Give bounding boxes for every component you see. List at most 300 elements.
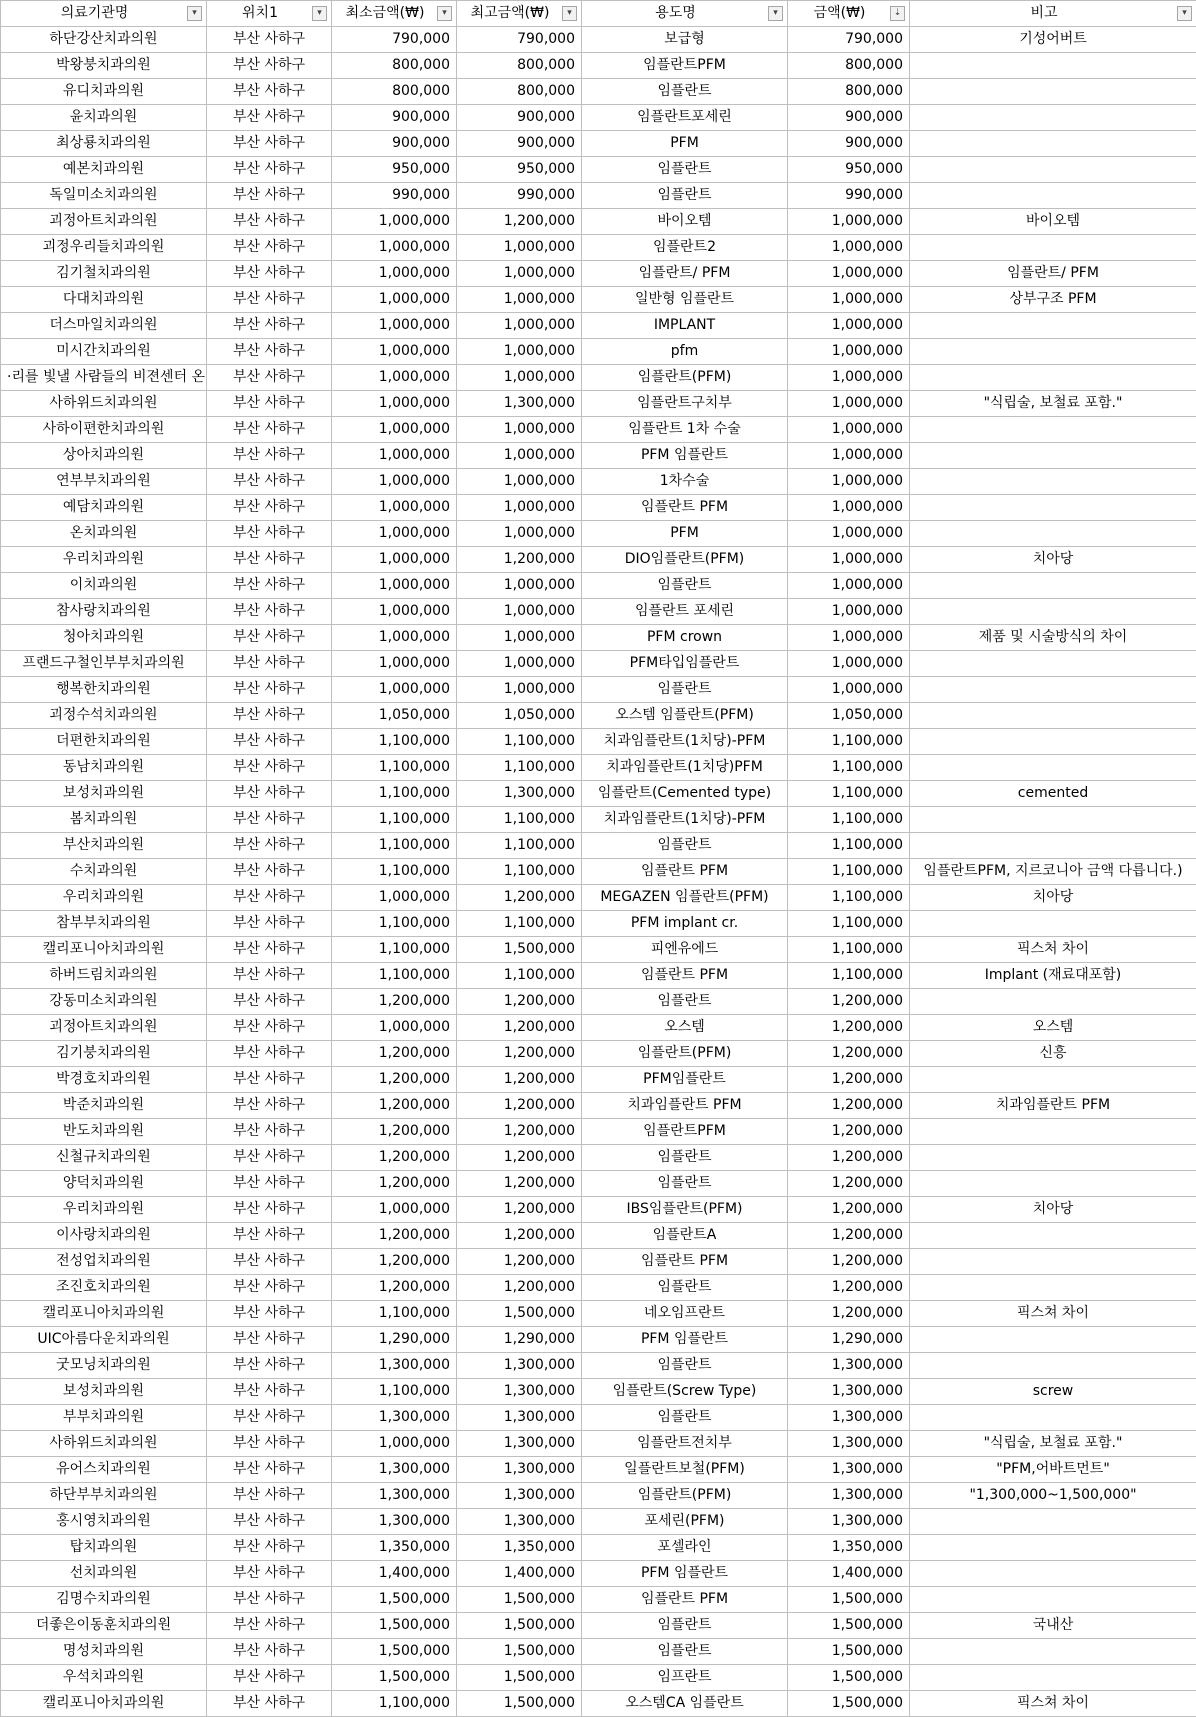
cell-note[interactable]	[910, 807, 1196, 833]
cell-institution[interactable]: 예본치과의원	[1, 157, 207, 183]
cell-location[interactable]: 부산 사하구	[207, 781, 332, 807]
cell-institution[interactable]: 신철규치과의원	[1, 1145, 207, 1171]
cell-price[interactable]: 1,200,000	[788, 1171, 910, 1197]
header-min-price[interactable]	[332, 1, 457, 27]
cell-min-price[interactable]: 1,000,000	[332, 677, 457, 703]
cell-institution[interactable]: 박준치과의원	[1, 1093, 207, 1119]
cell-max-price[interactable]: 1,200,000	[457, 989, 582, 1015]
cell-note[interactable]	[910, 1171, 1196, 1197]
header-institution[interactable]	[1, 1, 207, 27]
cell-price[interactable]: 1,200,000	[788, 1249, 910, 1275]
cell-institution[interactable]: 상아치과의원	[1, 443, 207, 469]
cell-min-price[interactable]: 1,000,000	[332, 651, 457, 677]
cell-usage[interactable]: 치과임플란트 PFM	[582, 1093, 788, 1119]
cell-price[interactable]: 1,300,000	[788, 1457, 910, 1483]
cell-note[interactable]	[910, 729, 1196, 755]
cell-max-price[interactable]: 1,400,000	[457, 1561, 582, 1587]
cell-institution[interactable]: 캘리포니아치과의원	[1, 1691, 207, 1717]
cell-note[interactable]	[910, 599, 1196, 625]
cell-note[interactable]	[910, 1639, 1196, 1665]
cell-institution[interactable]: 수치과의원	[1, 859, 207, 885]
cell-institution[interactable]: 하버드림치과의원	[1, 963, 207, 989]
cell-note[interactable]	[910, 1249, 1196, 1275]
cell-location[interactable]: 부산 사하구	[207, 157, 332, 183]
cell-note[interactable]	[910, 989, 1196, 1015]
cell-institution[interactable]: 프랜드구철인부부치과의원	[1, 651, 207, 677]
cell-price[interactable]: 1,000,000	[788, 469, 910, 495]
cell-min-price[interactable]: 1,100,000	[332, 1301, 457, 1327]
cell-institution[interactable]: 우리치과의원	[1, 1197, 207, 1223]
cell-price[interactable]: 1,000,000	[788, 495, 910, 521]
cell-note[interactable]	[910, 1509, 1196, 1535]
cell-note[interactable]	[910, 495, 1196, 521]
cell-price[interactable]: 1,100,000	[788, 963, 910, 989]
cell-max-price[interactable]: 1,200,000	[457, 1275, 582, 1301]
cell-note[interactable]	[910, 1119, 1196, 1145]
cell-max-price[interactable]: 1,000,000	[457, 495, 582, 521]
cell-price[interactable]: 1,500,000	[788, 1613, 910, 1639]
cell-min-price[interactable]: 1,100,000	[332, 781, 457, 807]
cell-min-price[interactable]: 1,000,000	[332, 235, 457, 261]
cell-max-price[interactable]: 1,100,000	[457, 755, 582, 781]
cell-location[interactable]: 부산 사하구	[207, 183, 332, 209]
cell-price[interactable]: 900,000	[788, 131, 910, 157]
cell-note[interactable]: 치아당	[910, 547, 1196, 573]
cell-min-price[interactable]: 1,300,000	[332, 1457, 457, 1483]
cell-max-price[interactable]: 1,500,000	[457, 1587, 582, 1613]
cell-usage[interactable]: 포세린(PFM)	[582, 1509, 788, 1535]
cell-min-price[interactable]: 1,200,000	[332, 1093, 457, 1119]
cell-usage[interactable]: PFM crown	[582, 625, 788, 651]
cell-institution[interactable]: UIC아름다운치과의원	[1, 1327, 207, 1353]
cell-max-price[interactable]: 1,200,000	[457, 1171, 582, 1197]
cell-price[interactable]: 1,200,000	[788, 1067, 910, 1093]
cell-max-price[interactable]: 1,200,000	[457, 1041, 582, 1067]
cell-price[interactable]: 1,000,000	[788, 651, 910, 677]
cell-usage[interactable]: 임플란트	[582, 677, 788, 703]
cell-min-price[interactable]: 1,000,000	[332, 339, 457, 365]
filter-dropdown-icon[interactable]: ▾	[768, 6, 783, 21]
cell-min-price[interactable]: 1,200,000	[332, 1275, 457, 1301]
cell-max-price[interactable]: 1,300,000	[457, 1509, 582, 1535]
cell-note[interactable]	[910, 1405, 1196, 1431]
cell-note[interactable]: 치아당	[910, 1197, 1196, 1223]
cell-usage[interactable]: 임플란트	[582, 989, 788, 1015]
cell-min-price[interactable]: 1,500,000	[332, 1639, 457, 1665]
cell-institution[interactable]: 미시간치과의원	[1, 339, 207, 365]
cell-price[interactable]: 1,000,000	[788, 235, 910, 261]
cell-location[interactable]: 부산 사하구	[207, 599, 332, 625]
cell-note[interactable]	[910, 1535, 1196, 1561]
cell-price[interactable]: 1,100,000	[788, 911, 910, 937]
cell-max-price[interactable]: 1,500,000	[457, 1665, 582, 1691]
cell-note[interactable]	[910, 1353, 1196, 1379]
cell-note[interactable]	[910, 1327, 1196, 1353]
cell-usage[interactable]: 임플란트	[582, 1613, 788, 1639]
cell-institution[interactable]: 유디치과의원	[1, 79, 207, 105]
cell-usage[interactable]: 1차수술	[582, 469, 788, 495]
cell-price[interactable]: 1,500,000	[788, 1691, 910, 1717]
cell-price[interactable]: 1,200,000	[788, 1197, 910, 1223]
cell-note[interactable]	[910, 677, 1196, 703]
cell-usage[interactable]: 임플란트	[582, 1275, 788, 1301]
cell-note[interactable]	[910, 105, 1196, 131]
cell-max-price[interactable]: 1,050,000	[457, 703, 582, 729]
cell-usage[interactable]: 피엔유에드	[582, 937, 788, 963]
cell-note[interactable]	[910, 53, 1196, 79]
cell-usage[interactable]: 임플란트	[582, 1171, 788, 1197]
cell-max-price[interactable]: 1,300,000	[457, 1431, 582, 1457]
cell-institution[interactable]: 예담치과의원	[1, 495, 207, 521]
cell-price[interactable]: 1,100,000	[788, 859, 910, 885]
cell-location[interactable]: 부산 사하구	[207, 859, 332, 885]
cell-location[interactable]: 부산 사하구	[207, 573, 332, 599]
cell-max-price[interactable]: 1,350,000	[457, 1535, 582, 1561]
cell-max-price[interactable]: 1,300,000	[457, 1353, 582, 1379]
cell-max-price[interactable]: 1,100,000	[457, 911, 582, 937]
cell-price[interactable]: 1,000,000	[788, 547, 910, 573]
cell-institution[interactable]: 반도치과의원	[1, 1119, 207, 1145]
cell-institution[interactable]: 강동미소치과의원	[1, 989, 207, 1015]
cell-institution[interactable]: 김기붕치과의원	[1, 1041, 207, 1067]
cell-location[interactable]: 부산 사하구	[207, 1119, 332, 1145]
cell-min-price[interactable]: 1,100,000	[332, 1379, 457, 1405]
cell-institution[interactable]: 이치과의원	[1, 573, 207, 599]
cell-location[interactable]: 부산 사하구	[207, 1249, 332, 1275]
cell-usage[interactable]: pfm	[582, 339, 788, 365]
cell-institution[interactable]: 윤치과의원	[1, 105, 207, 131]
cell-note[interactable]	[910, 1665, 1196, 1691]
cell-max-price[interactable]: 1,200,000	[457, 1015, 582, 1041]
cell-usage[interactable]: 임플란트 PFM	[582, 495, 788, 521]
cell-institution[interactable]: 우리치과의원	[1, 547, 207, 573]
cell-note[interactable]	[910, 365, 1196, 391]
cell-min-price[interactable]: 1,000,000	[332, 209, 457, 235]
cell-min-price[interactable]: 900,000	[332, 131, 457, 157]
cell-institution[interactable]: 전성업치과의원	[1, 1249, 207, 1275]
cell-usage[interactable]: 임플란트2	[582, 235, 788, 261]
cell-min-price[interactable]: 1,000,000	[332, 391, 457, 417]
cell-price[interactable]: 1,300,000	[788, 1431, 910, 1457]
cell-usage[interactable]: 일반형 임플란트	[582, 287, 788, 313]
cell-min-price[interactable]: 1,200,000	[332, 1119, 457, 1145]
cell-location[interactable]: 부산 사하구	[207, 1379, 332, 1405]
cell-usage[interactable]: 임플란트포세린	[582, 105, 788, 131]
cell-min-price[interactable]: 800,000	[332, 53, 457, 79]
cell-price[interactable]: 800,000	[788, 79, 910, 105]
cell-usage[interactable]: 오스템CA 임플란트	[582, 1691, 788, 1717]
cell-price[interactable]: 1,000,000	[788, 443, 910, 469]
cell-note[interactable]	[910, 339, 1196, 365]
cell-note[interactable]	[910, 1587, 1196, 1613]
cell-price[interactable]: 1,000,000	[788, 209, 910, 235]
cell-institution[interactable]: 캘리포니아치과의원	[1, 937, 207, 963]
cell-max-price[interactable]: 790,000	[457, 27, 582, 53]
cell-institution[interactable]: 더스마일치과의원	[1, 313, 207, 339]
cell-note[interactable]	[910, 911, 1196, 937]
cell-note[interactable]: "1,300,000~1,500,000"	[910, 1483, 1196, 1509]
cell-max-price[interactable]: 1,500,000	[457, 1691, 582, 1717]
cell-price[interactable]: 990,000	[788, 183, 910, 209]
cell-max-price[interactable]: 1,200,000	[457, 885, 582, 911]
cell-max-price[interactable]: 1,000,000	[457, 365, 582, 391]
sort-ascending-filter-icon[interactable]: ⇣	[890, 6, 905, 21]
cell-note[interactable]	[910, 1145, 1196, 1171]
cell-price[interactable]: 900,000	[788, 105, 910, 131]
cell-institution[interactable]: 더좋은이동훈치과의원	[1, 1613, 207, 1639]
cell-min-price[interactable]: 1,000,000	[332, 1431, 457, 1457]
cell-institution[interactable]: 독일미소치과의원	[1, 183, 207, 209]
cell-institution[interactable]: 탑치과의원	[1, 1535, 207, 1561]
cell-usage[interactable]: IMPLANT	[582, 313, 788, 339]
cell-price[interactable]: 1,000,000	[788, 417, 910, 443]
cell-note[interactable]: 상부구조 PFM	[910, 287, 1196, 313]
cell-usage[interactable]: 임플란트	[582, 157, 788, 183]
cell-min-price[interactable]: 1,000,000	[332, 469, 457, 495]
cell-price[interactable]: 1,350,000	[788, 1535, 910, 1561]
cell-min-price[interactable]: 1,200,000	[332, 1067, 457, 1093]
cell-usage[interactable]: 임플란트	[582, 1145, 788, 1171]
cell-min-price[interactable]: 1,000,000	[332, 521, 457, 547]
cell-min-price[interactable]: 1,500,000	[332, 1613, 457, 1639]
cell-institution[interactable]: 부부치과의원	[1, 1405, 207, 1431]
cell-min-price[interactable]: 1,100,000	[332, 807, 457, 833]
cell-location[interactable]: 부산 사하구	[207, 1327, 332, 1353]
cell-usage[interactable]: 보급형	[582, 27, 788, 53]
cell-price[interactable]: 1,100,000	[788, 807, 910, 833]
cell-institution[interactable]: 온치과의원	[1, 521, 207, 547]
cell-usage[interactable]: IBS임플란트(PFM)	[582, 1197, 788, 1223]
cell-max-price[interactable]: 1,500,000	[457, 1613, 582, 1639]
cell-max-price[interactable]: 1,000,000	[457, 287, 582, 313]
cell-min-price[interactable]: 1,350,000	[332, 1535, 457, 1561]
cell-min-price[interactable]: 1,200,000	[332, 989, 457, 1015]
cell-location[interactable]: 부산 사하구	[207, 703, 332, 729]
cell-location[interactable]: 부산 사하구	[207, 235, 332, 261]
cell-max-price[interactable]: 1,200,000	[457, 1093, 582, 1119]
cell-location[interactable]: 부산 사하구	[207, 495, 332, 521]
cell-min-price[interactable]: 1,000,000	[332, 1197, 457, 1223]
cell-price[interactable]: 1,000,000	[788, 521, 910, 547]
cell-max-price[interactable]: 1,100,000	[457, 833, 582, 859]
cell-usage[interactable]: 임플란트/ PFM	[582, 261, 788, 287]
cell-min-price[interactable]: 1,300,000	[332, 1483, 457, 1509]
cell-location[interactable]: 부산 사하구	[207, 547, 332, 573]
cell-usage[interactable]: PFM implant cr.	[582, 911, 788, 937]
cell-price[interactable]: 1,100,000	[788, 755, 910, 781]
cell-price[interactable]: 1,000,000	[788, 287, 910, 313]
cell-usage[interactable]: 임플란트 PFM	[582, 963, 788, 989]
cell-price[interactable]: 1,000,000	[788, 339, 910, 365]
cell-institution[interactable]: 사하이편한치과의원	[1, 417, 207, 443]
cell-location[interactable]: 부산 사하구	[207, 1587, 332, 1613]
cell-max-price[interactable]: 1,200,000	[457, 1067, 582, 1093]
cell-max-price[interactable]: 1,300,000	[457, 1483, 582, 1509]
cell-min-price[interactable]: 1,000,000	[332, 443, 457, 469]
cell-usage[interactable]: 임플란트 PFM	[582, 1587, 788, 1613]
filter-dropdown-icon[interactable]: ▾	[437, 6, 452, 21]
cell-max-price[interactable]: 1,200,000	[457, 209, 582, 235]
cell-min-price[interactable]: 1,300,000	[332, 1509, 457, 1535]
cell-note[interactable]	[910, 833, 1196, 859]
cell-min-price[interactable]: 1,000,000	[332, 573, 457, 599]
cell-note[interactable]: 픽스쳐 차이	[910, 1301, 1196, 1327]
cell-usage[interactable]: 치과임플란트(1치당)PFM	[582, 755, 788, 781]
cell-usage[interactable]: 임플란트	[582, 573, 788, 599]
cell-max-price[interactable]: 1,000,000	[457, 339, 582, 365]
cell-location[interactable]: 부산 사하구	[207, 53, 332, 79]
cell-price[interactable]: 1,200,000	[788, 1223, 910, 1249]
cell-usage[interactable]: 임플란트 PFM	[582, 1249, 788, 1275]
cell-max-price[interactable]: 1,000,000	[457, 573, 582, 599]
cell-min-price[interactable]: 1,500,000	[332, 1665, 457, 1691]
cell-note[interactable]: "식립술, 보철료 포함."	[910, 391, 1196, 417]
cell-price[interactable]: 950,000	[788, 157, 910, 183]
cell-usage[interactable]: 임플란트 1차 수술	[582, 417, 788, 443]
cell-location[interactable]: 부산 사하구	[207, 105, 332, 131]
cell-location[interactable]: 부산 사하구	[207, 27, 332, 53]
cell-institution[interactable]: ·리를 빛낼 사람들의 비젼센터 온	[1, 365, 207, 391]
cell-min-price[interactable]: 1,000,000	[332, 547, 457, 573]
cell-min-price[interactable]: 1,100,000	[332, 729, 457, 755]
cell-institution[interactable]: 연부부치과의원	[1, 469, 207, 495]
cell-note[interactable]	[910, 313, 1196, 339]
cell-usage[interactable]: 임플란트전치부	[582, 1431, 788, 1457]
cell-usage[interactable]: PFM타입임플란트	[582, 651, 788, 677]
header-max-price[interactable]	[457, 1, 582, 27]
cell-usage[interactable]: 임플란트 PFM	[582, 859, 788, 885]
cell-usage[interactable]: 임플란트(Cemented type)	[582, 781, 788, 807]
cell-usage[interactable]: 포셀라인	[582, 1535, 788, 1561]
cell-usage[interactable]: PFM	[582, 131, 788, 157]
cell-note[interactable]: Implant (재료대포함)	[910, 963, 1196, 989]
cell-note[interactable]: 픽스쳐 차이	[910, 1691, 1196, 1717]
cell-location[interactable]: 부산 사하구	[207, 1691, 332, 1717]
cell-note[interactable]: "PFM,어바트먼트"	[910, 1457, 1196, 1483]
cell-max-price[interactable]: 1,200,000	[457, 1145, 582, 1171]
cell-min-price[interactable]: 1,000,000	[332, 1015, 457, 1041]
cell-note[interactable]: 제품 및 시술방식의 차이	[910, 625, 1196, 651]
cell-institution[interactable]: 우석치과의원	[1, 1665, 207, 1691]
cell-max-price[interactable]: 1,290,000	[457, 1327, 582, 1353]
cell-note[interactable]: 국내산	[910, 1613, 1196, 1639]
cell-min-price[interactable]: 950,000	[332, 157, 457, 183]
cell-price[interactable]: 1,000,000	[788, 391, 910, 417]
filter-dropdown-icon[interactable]: ▾	[312, 6, 327, 21]
cell-institution[interactable]: 참사랑치과의원	[1, 599, 207, 625]
cell-location[interactable]: 부산 사하구	[207, 1457, 332, 1483]
cell-min-price[interactable]: 1,050,000	[332, 703, 457, 729]
cell-min-price[interactable]: 1,100,000	[332, 755, 457, 781]
cell-min-price[interactable]: 1,100,000	[332, 963, 457, 989]
cell-location[interactable]: 부산 사하구	[207, 391, 332, 417]
cell-usage[interactable]: 임플란트(PFM)	[582, 1041, 788, 1067]
cell-price[interactable]: 1,300,000	[788, 1353, 910, 1379]
cell-institution[interactable]: 더편한치과의원	[1, 729, 207, 755]
cell-min-price[interactable]: 1,400,000	[332, 1561, 457, 1587]
cell-note[interactable]: 치과임플란트 PFM	[910, 1093, 1196, 1119]
cell-location[interactable]: 부산 사하구	[207, 1223, 332, 1249]
cell-institution[interactable]: 동남치과의원	[1, 755, 207, 781]
cell-usage[interactable]: 일플란트보철(PFM)	[582, 1457, 788, 1483]
cell-price[interactable]: 1,100,000	[788, 729, 910, 755]
cell-max-price[interactable]: 1,500,000	[457, 1639, 582, 1665]
cell-location[interactable]: 부산 사하구	[207, 1353, 332, 1379]
cell-usage[interactable]: 임플란트(PFM)	[582, 1483, 788, 1509]
cell-price[interactable]: 1,100,000	[788, 885, 910, 911]
cell-usage[interactable]: 임프란트	[582, 1665, 788, 1691]
cell-institution[interactable]: 박왕붕치과의원	[1, 53, 207, 79]
cell-note[interactable]: 신흥	[910, 1041, 1196, 1067]
cell-location[interactable]: 부산 사하구	[207, 287, 332, 313]
cell-price[interactable]: 1,100,000	[788, 937, 910, 963]
cell-location[interactable]: 부산 사하구	[207, 651, 332, 677]
cell-usage[interactable]: 임플란트PFM	[582, 1119, 788, 1145]
cell-location[interactable]: 부산 사하구	[207, 625, 332, 651]
cell-usage[interactable]: PFM 임플란트	[582, 1561, 788, 1587]
cell-min-price[interactable]: 1,200,000	[332, 1145, 457, 1171]
cell-price[interactable]: 790,000	[788, 27, 910, 53]
cell-location[interactable]: 부산 사하구	[207, 417, 332, 443]
cell-usage[interactable]: 임플란트구치부	[582, 391, 788, 417]
cell-institution[interactable]: 행복한치과의원	[1, 677, 207, 703]
filter-dropdown-icon[interactable]: ▾	[562, 6, 577, 21]
cell-price[interactable]: 1,500,000	[788, 1587, 910, 1613]
cell-min-price[interactable]: 1,500,000	[332, 1587, 457, 1613]
cell-usage[interactable]: 오스템 임플란트(PFM)	[582, 703, 788, 729]
cell-price[interactable]: 1,400,000	[788, 1561, 910, 1587]
cell-location[interactable]: 부산 사하구	[207, 1483, 332, 1509]
cell-note[interactable]: 임플란트PFM, 지르코니아 금액 다릅니다.)	[910, 859, 1196, 885]
cell-location[interactable]: 부산 사하구	[207, 885, 332, 911]
cell-max-price[interactable]: 1,100,000	[457, 729, 582, 755]
cell-max-price[interactable]: 900,000	[457, 105, 582, 131]
cell-institution[interactable]: 유어스치과의원	[1, 1457, 207, 1483]
cell-location[interactable]: 부산 사하구	[207, 729, 332, 755]
cell-note[interactable]	[910, 651, 1196, 677]
cell-note[interactable]	[910, 235, 1196, 261]
cell-institution[interactable]: 다대치과의원	[1, 287, 207, 313]
cell-note[interactable]	[910, 1223, 1196, 1249]
cell-usage[interactable]: 오스템	[582, 1015, 788, 1041]
cell-usage[interactable]: 임플란트	[582, 1639, 788, 1665]
cell-min-price[interactable]: 1,100,000	[332, 937, 457, 963]
cell-location[interactable]: 부산 사하구	[207, 1301, 332, 1327]
cell-price[interactable]: 1,500,000	[788, 1665, 910, 1691]
cell-max-price[interactable]: 1,000,000	[457, 651, 582, 677]
cell-location[interactable]: 부산 사하구	[207, 937, 332, 963]
cell-max-price[interactable]: 1,000,000	[457, 469, 582, 495]
cell-usage[interactable]: 임플란트PFM	[582, 53, 788, 79]
cell-location[interactable]: 부산 사하구	[207, 1535, 332, 1561]
cell-note[interactable]	[910, 469, 1196, 495]
cell-max-price[interactable]: 1,200,000	[457, 1223, 582, 1249]
cell-price[interactable]: 1,290,000	[788, 1327, 910, 1353]
cell-min-price[interactable]: 900,000	[332, 105, 457, 131]
cell-min-price[interactable]: 1,290,000	[332, 1327, 457, 1353]
cell-usage[interactable]: 임플란트A	[582, 1223, 788, 1249]
cell-note[interactable]: 바이오템	[910, 209, 1196, 235]
header-note[interactable]	[910, 1, 1196, 27]
cell-min-price[interactable]: 1,000,000	[332, 287, 457, 313]
cell-usage[interactable]: PFM 임플란트	[582, 443, 788, 469]
cell-location[interactable]: 부산 사하구	[207, 313, 332, 339]
cell-max-price[interactable]: 1,300,000	[457, 391, 582, 417]
cell-price[interactable]: 1,100,000	[788, 833, 910, 859]
cell-price[interactable]: 1,000,000	[788, 625, 910, 651]
cell-institution[interactable]: 선치과의원	[1, 1561, 207, 1587]
cell-min-price[interactable]: 1,200,000	[332, 1249, 457, 1275]
